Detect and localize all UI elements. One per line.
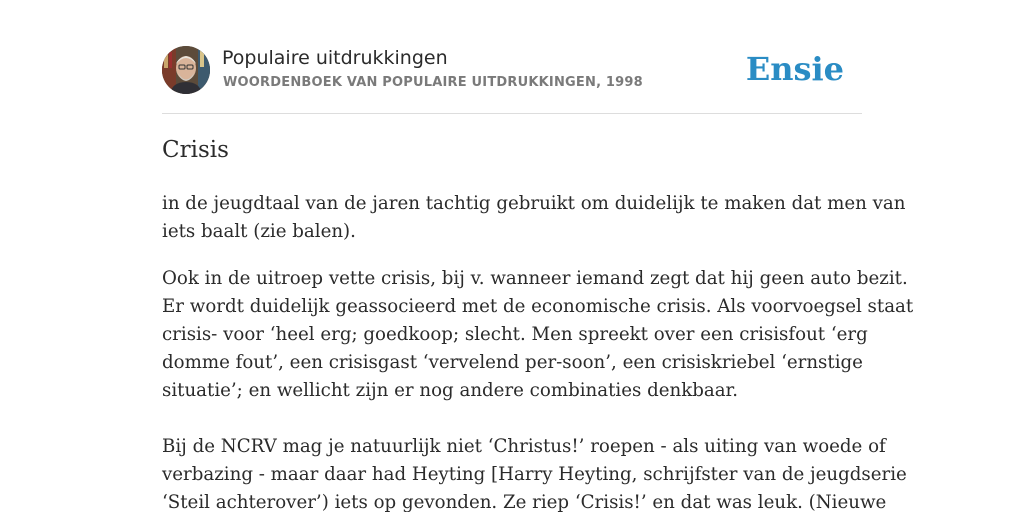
paragraph-line: verbazing - maar daar had Heyting [Harry Heyting, schrijfster van de jeugdserie	[162, 464, 907, 485]
author-portrait-icon	[162, 46, 210, 94]
source-header	[162, 46, 862, 96]
paragraph-line	[162, 405, 862, 433]
source-title[interactable]: Populaire uitdrukkingen	[222, 47, 448, 69]
header-divider	[162, 113, 862, 114]
paragraph-line: in de jeugdtaal van de jaren tachtig gebruikt om duidelijk te maken dat men van	[162, 193, 906, 214]
entry-body	[162, 190, 914, 512]
source-subtitle[interactable]: WOORDENBOEK VAN POPULAIRE UITDRUKKINGEN, 1998	[223, 75, 643, 90]
paragraph-line: Er wordt duidelijk geassocieerd met de economische crisis. Als voorvoegsel staat	[162, 296, 914, 317]
paragraph-line: Ook in de uitroep vette crisis, bij v. wanneer iemand zegt dat hij geen auto bezit.	[162, 268, 908, 289]
paragraph-line: domme fout’, een crisisgast ‘vervelend per-soon’, een crisiskriebel ‘ernstige	[162, 352, 863, 373]
paragraph-line: Bij de NCRV mag je natuurlijk niet ‘Christus!’ roepen - als uiting van woede of	[162, 436, 886, 457]
paragraph-line: ‘Steil achterover’) iets op gevonden. Ze riep ‘Crisis!’ en dat was leuk. (Nieuwe	[162, 492, 887, 512]
paragraph-line: crisis- voor ‘heel erg; goedkoop; slecht. Men spreekt over een crisisfout ‘erg	[162, 324, 868, 345]
paragraph-line: situatie’; en wellicht zijn er nog andere combinaties denkbaar.	[162, 380, 739, 401]
paragraph-line: iets baalt (zie balen).	[162, 221, 356, 242]
entry-title: Crisis	[162, 137, 229, 163]
brand-logo[interactable]: Ensie	[745, 50, 844, 88]
avatar	[162, 46, 210, 94]
